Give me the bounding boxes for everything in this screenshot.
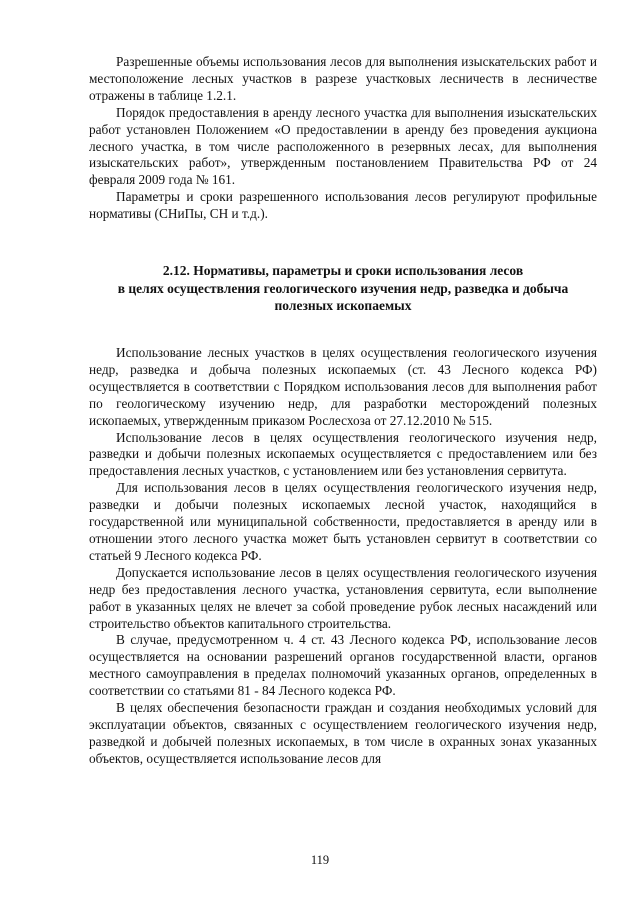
paragraph: Использование лесных участков в целях осуществления геологического изучения недр, разведка и добыча полезных ископаемых (ст. 43 Лесного кодекса РФ) осуществляется в соответствии с Порядком использования лесов для выполнения работ по геологическому изучению недр, для разработки месторождений полезных ископаемых, утвержденным приказом Рослесхоза от 27.12.2010 № 515. <box>89 345 597 428</box>
section-heading-line: в целях осуществления геологического изучения недр, разведка и добыча <box>117 280 569 296</box>
page-number: 119 <box>310 853 330 867</box>
paragraph: В целях обеспечения безопасности граждан и создания необходимых условий для эксплуатации объектов, связанных с осуществлением геологического изучения недр, разведкой и добычей полезных ископаемых, в том числе в охранных зонах указанных объектов, осуществляется использование лесов для <box>89 700 597 766</box>
paragraph: Порядок предоставления в аренду лесного участка для выполнения изыскательских работ установлен Положением «О предоставлении в аренду без проведения аукциона лесного участка, в том числе расположенного в резервных лесах, для выполнения изыскательских работ», утвержденным постановлением Правительства РФ от 24 февраля 2009 года № 161. <box>89 104 597 188</box>
section-heading-line: 2.12. Нормативы, параметры и сроки использования лесов <box>162 263 524 278</box>
paragraph: Для использования лесов в целях осуществления геологического изучения недр, разведки и добычи полезных ископаемых лесной участок, находящийся в государственной или муниципальной собственности, предоставляется в аренду или в отношении этого лесного участка может быть установлен сервитут в соответствии со статьей 9 Лесного кодекса РФ. <box>89 480 597 563</box>
paragraph: Разрешенные объемы использования лесов для выполнения изыскательских работ и местоположение лесных участков в разрезе участковых лесничеств в лесничестве отражены в таблице 1.2.1. <box>89 54 597 103</box>
paragraph: Использование лесов в целях осуществления геологического изучения недр, разведки и добычи полезных ископаемых осуществляется с предоставлением или без предоставления лесных участков, с установлением или без установления сервитута. <box>89 429 597 479</box>
paragraph: Допускается использование лесов в целях осуществления геологического изучения недр без предоставления лесного участка, установления сервитута, если выполнение работ в указанных целях не влечет за собой проведение рубок лесных насаждений или строительство объектов капитального строительства. <box>89 564 597 631</box>
intro-text-block <box>89 54 597 223</box>
section-body-text <box>89 345 597 768</box>
paragraph: Параметры и сроки разрешенного использования лесов регулируют профильные нормативы (СНиПы, СН и т.д.). <box>89 189 597 222</box>
section-heading <box>89 262 597 315</box>
section-heading-line: полезных ископаемых <box>274 298 412 313</box>
paragraph: В случае, предусмотренном ч. 4 ст. 43 Лесного кодекса РФ, использование лесов осуществляется на основании разрешений органов государственной власти, органов местного самоуправления в пределах полномочий указанных органов, определенных в соответствии со статьями 81 - 84 Лесного кодекса РФ. <box>89 632 597 699</box>
